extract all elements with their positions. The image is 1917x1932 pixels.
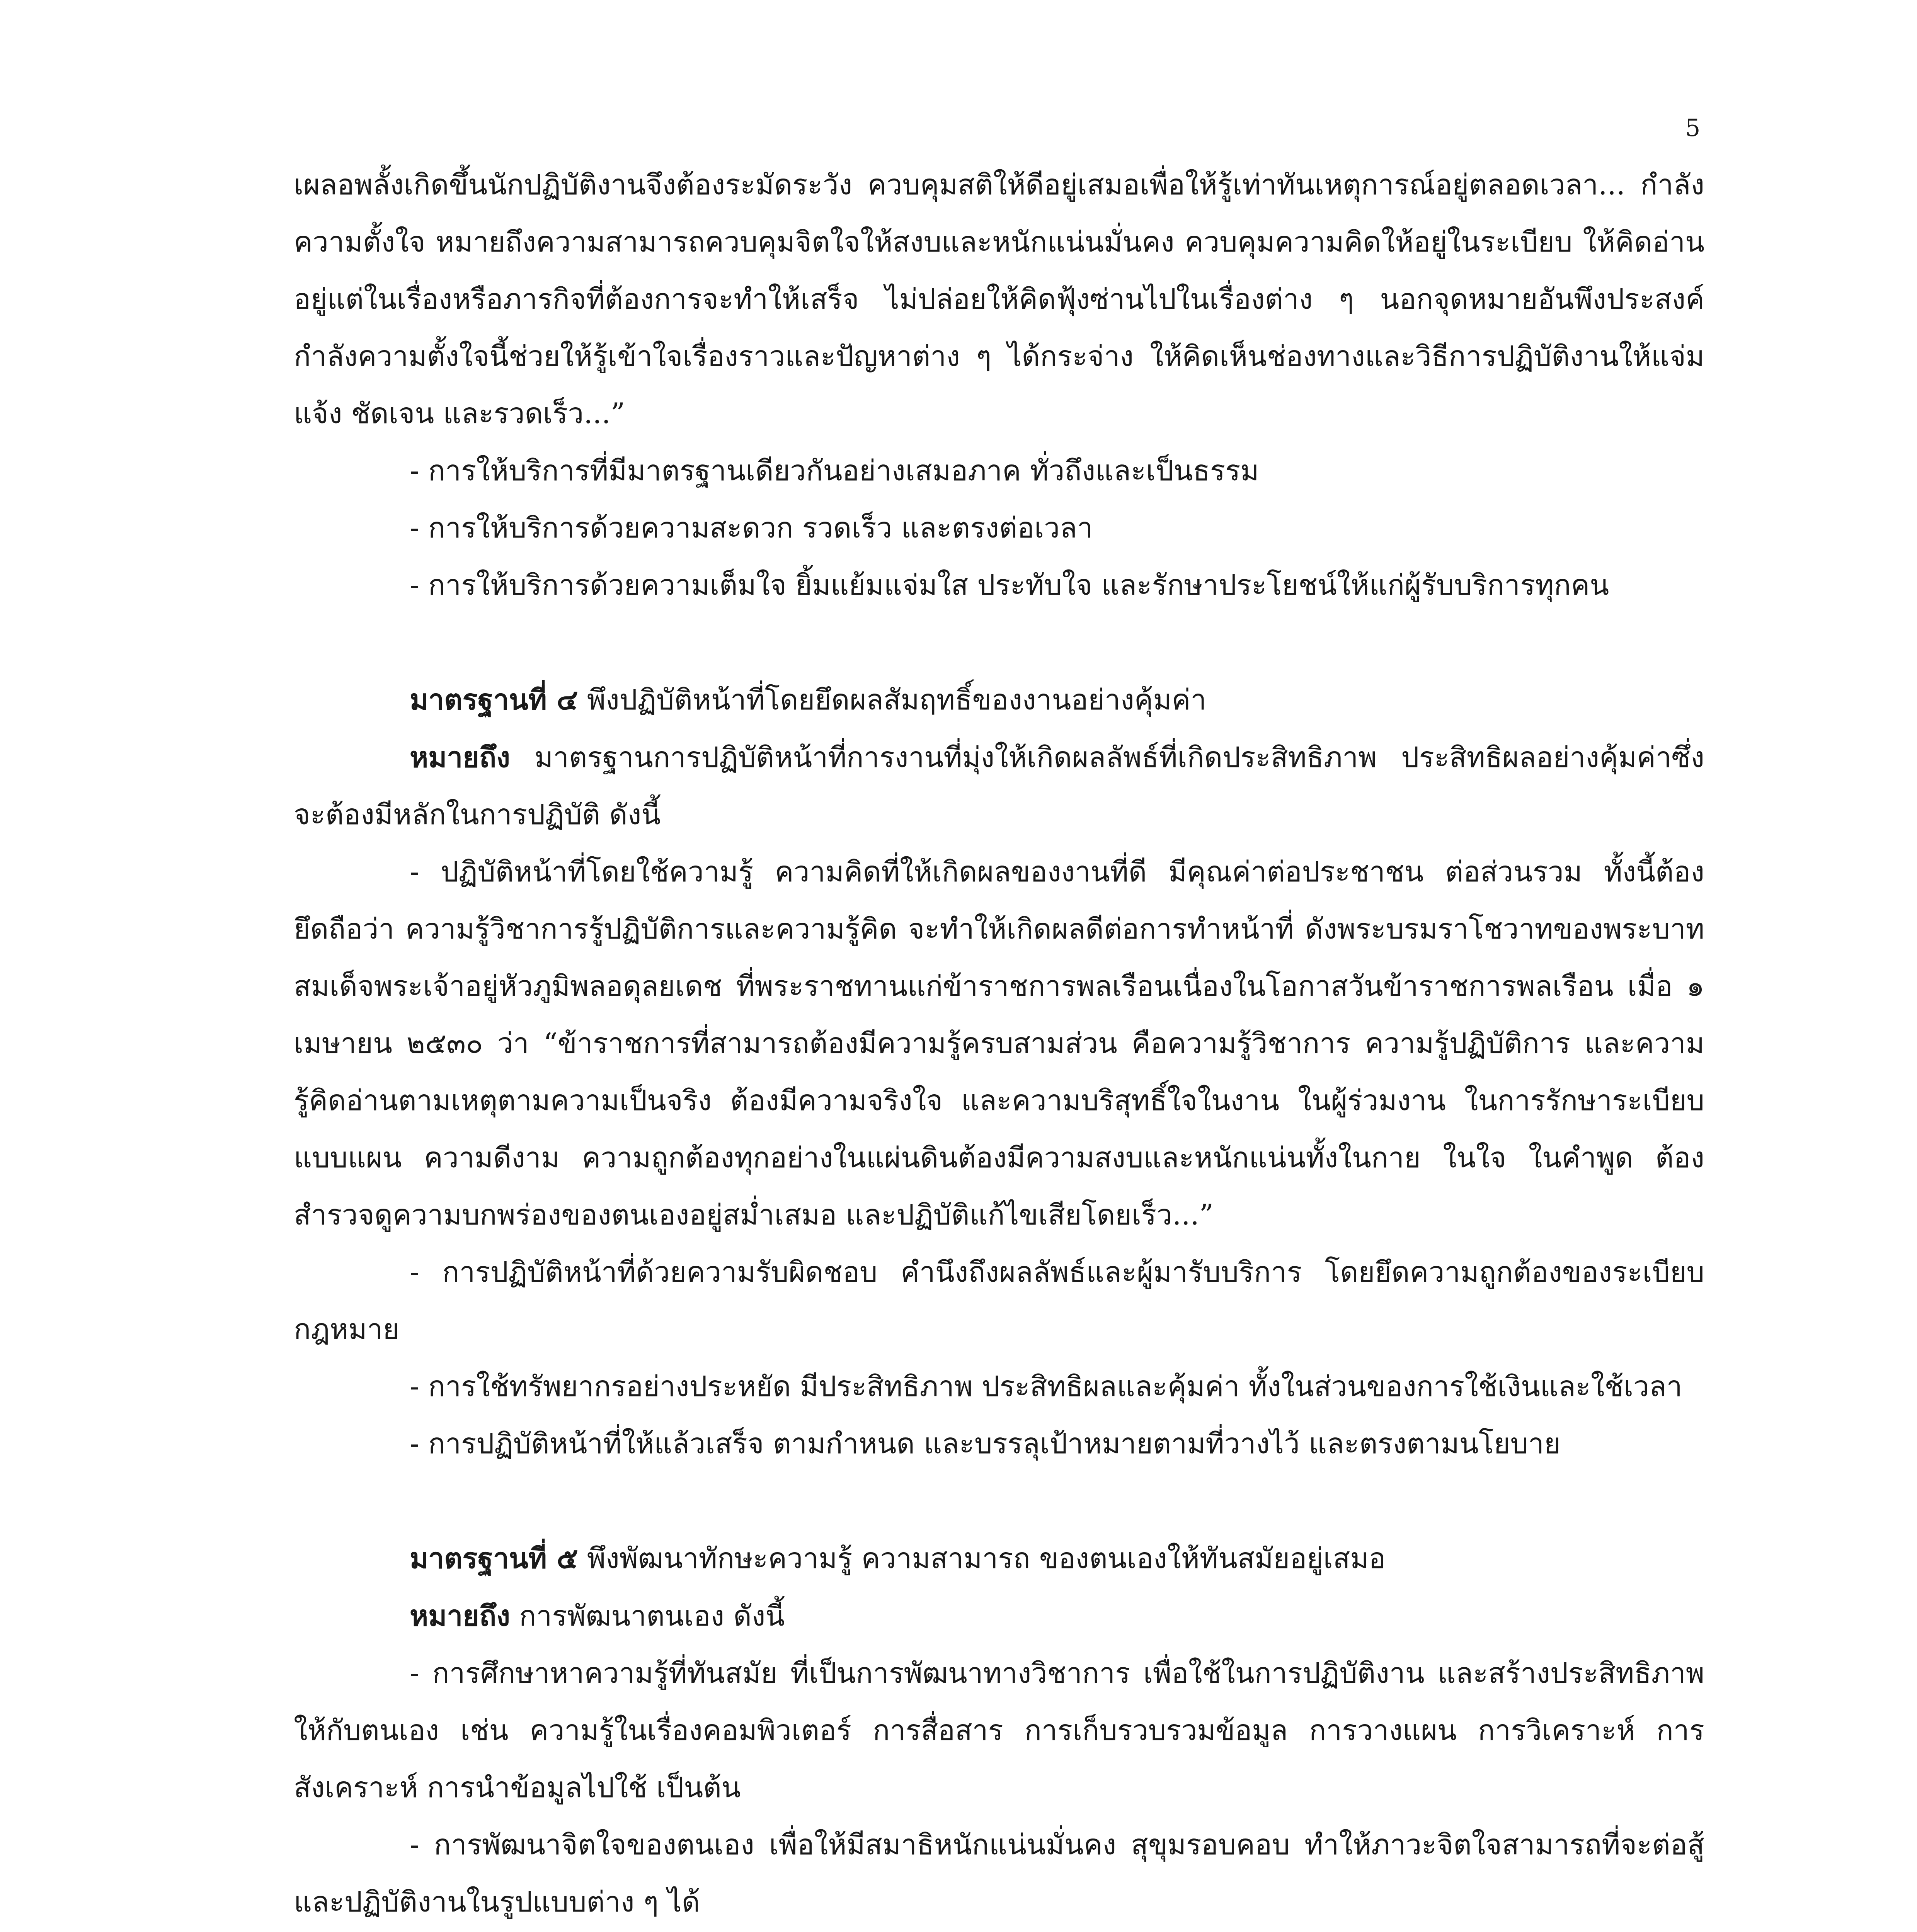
service-bullet: - การให้บริการด้วยความสะดวก รวดเร็ว และตรงต่อเวลา: [410, 512, 1093, 544]
continuation-paragraph: เผลอพลั้งเกิดขึ้นนักปฏิบัติงานจึงต้องระมัดระวัง ควบคุมสติให้ดีอยู่เสมอเพื่อให้รู้เท่าทันเหตุการณ์อยู่ตลอดเวลา... กำลังความตั้งใจ หมายถึงความสามารถควบคุมจิตใจให้สงบและหนักแน่นมั่นคง ควบคุมความคิดให้อยู่ในระเบียบ ให้คิดอ่านอยู่แต่ในเรื่องหรือภารกิจที่ต้องการจะทำให้เสร็จ ไม่ปล่อยให้คิดฟุ้งซ่านไปในเรื่องต่าง ๆ นอกจุดหมายอันพึงประสงค์ กำลังความตั้งใจนี้ช่วยให้รู้เข้าใจเรื่องราวและปัญหาต่าง ๆ ได้กระจ่าง ให้คิดเห็นช่องทางและวิธีการปฏิบัติงานให้แจ่มแจ้ง ชัดเจน และรวดเร็ว...”: [294, 168, 1704, 430]
service-bullet: - การให้บริการที่มีมาตรฐานเดียวกันอย่างเสมอภาค ทั่วถึงและเป็นธรรม: [410, 454, 1259, 487]
section-spacer: [294, 1473, 1704, 1530]
standard-5-meaning: [294, 1587, 1704, 1645]
section-spacer: [294, 614, 1704, 671]
service-bullet: - การให้บริการด้วยความเต็มใจ ยิ้มแย้มแจ่มใส ประทับใจ และรักษาประโยชน์ให้แก่ผู้รับบริการทุกคน: [410, 569, 1609, 602]
page-number: 5: [1685, 114, 1701, 142]
standard-5-item: - การพัฒนาจิตใจของตนเอง เพื่อให้มีสมาธิหนักแน่นมั่นคง สุขุมรอบคอบ ทำให้ภาวะจิตใจสามารถที่จะต่อสู้ และปฏิบัติงานในรูปแบบต่าง ๆ ได้: [294, 1828, 1704, 1918]
standard-5-meaning-label: หมายถึง: [410, 1599, 510, 1633]
standard-5-item: - การศึกษาหาความรู้ที่ทันสมัย ที่เป็นการพัฒนาทางวิชาการ เพื่อใช้ในการปฏิบัติงาน และสร้างประสิทธิภาพให้กับตนเอง เช่น ความรู้ในเรื่องคอมพิวเตอร์ การสื่อสาร การเก็บรวบรวมข้อมูล การวางแผน การวิเคราะห์ การสังเคราะห์ การนำข้อมูลไปใช้ เป็นต้น: [294, 1657, 1704, 1804]
standard-4-heading: [294, 671, 1704, 729]
standard-4-meaning-label: หมายถึง: [410, 741, 510, 774]
standard-4-meaning: [294, 729, 1704, 844]
standard-4-item: - การปฏิบัติหน้าที่ด้วยความรับผิดชอบ คำนึงถึงผลลัพธ์และผู้มารับบริการ โดยยึดความถูกต้องของระเบียบกฎหมาย: [294, 1256, 1704, 1346]
standard-5-title: พึงพัฒนาทักษะความรู้ ความสามารถ ของตนเองให้ทันสมัยอยู่เสมอ: [578, 1542, 1386, 1575]
standard-5-heading: [294, 1530, 1704, 1587]
standard-4-meaning-text: มาตรฐานการปฏิบัติหน้าที่การงานที่มุ่งให้เกิดผลลัพธ์ที่เกิดประสิทธิภาพ ประสิทธิผลอย่างคุ้มค่าซึ่งจะต้องมีหลักในการปฏิบัติ ดังนี้: [294, 741, 1704, 831]
standard-4-item: - ปฏิบัติหน้าที่โดยใช้ความรู้ ความคิดที่ให้เกิดผลของงานที่ดี มีคุณค่าต่อประชาชน ต่อส่วนรวม ทั้งนี้ต้องยึดถือว่า ความรู้วิชาการรู้ปฏิบัติการและความรู้คิด จะทำให้เกิดผลดีต่อการทำหน้าที่ ดังพระบรมราโชวาทของพระบาทสมเด็จพระเจ้าอยู่หัวภูมิพลอดุลยเดช ที่พระราชทานแก่ข้าราชการพลเรือนเนื่องในโอกาสวันข้าราชการพลเรือน เมื่อ ๑ เมษายน ๒๕๓๐ ว่า “ข้าราชการที่สามารถต้องมีความรู้ครบสามส่วน คือความรู้วิชาการ ความรู้ปฏิบัติการ และความรู้คิดอ่านตามเหตุตามความเป็นจริง ต้องมีความจริงใจ และความบริสุทธิ์ใจในงาน ในผู้ร่วมงาน ในการรักษาระเบียบแบบแผน ความดีงาม ความถูกต้องทุกอย่างในแผ่นดินต้องมีความสงบและหนักแน่นทั้งในกาย ในใจ ในคำพูด ต้องสำรวจดูความบกพร่องของตนเองอยู่สม่ำเสมอ และปฏิบัติแก้ไขเสียโดยเร็ว...”: [294, 855, 1704, 1231]
standard-4-item: - การใช้ทรัพยากรอย่างประหยัด มีประสิทธิภาพ ประสิทธิผลและคุ้มค่า ทั้งในส่วนของการใช้เงินและใช้เวลา: [410, 1370, 1682, 1403]
standard-5-meaning-text: การพัฒนาตนเอง ดังนี้: [510, 1600, 785, 1633]
standard-4-title: พึงปฏิบัติหน้าที่โดยยึดผลสัมฤทธิ์ของงานอย่างคุ้มค่า: [578, 684, 1207, 716]
standard-5-label: มาตรฐานที่ ๕: [410, 1542, 578, 1575]
standard-4-label: มาตรฐานที่ ๔: [410, 683, 578, 716]
standard-4-item: - การปฏิบัติหน้าที่ให้แล้วเสร็จ ตามกำหนด และบรรลุเป้าหมายตามที่วางไว้ และตรงตามนโยบาย: [410, 1427, 1561, 1460]
document-body: [294, 156, 1704, 1932]
